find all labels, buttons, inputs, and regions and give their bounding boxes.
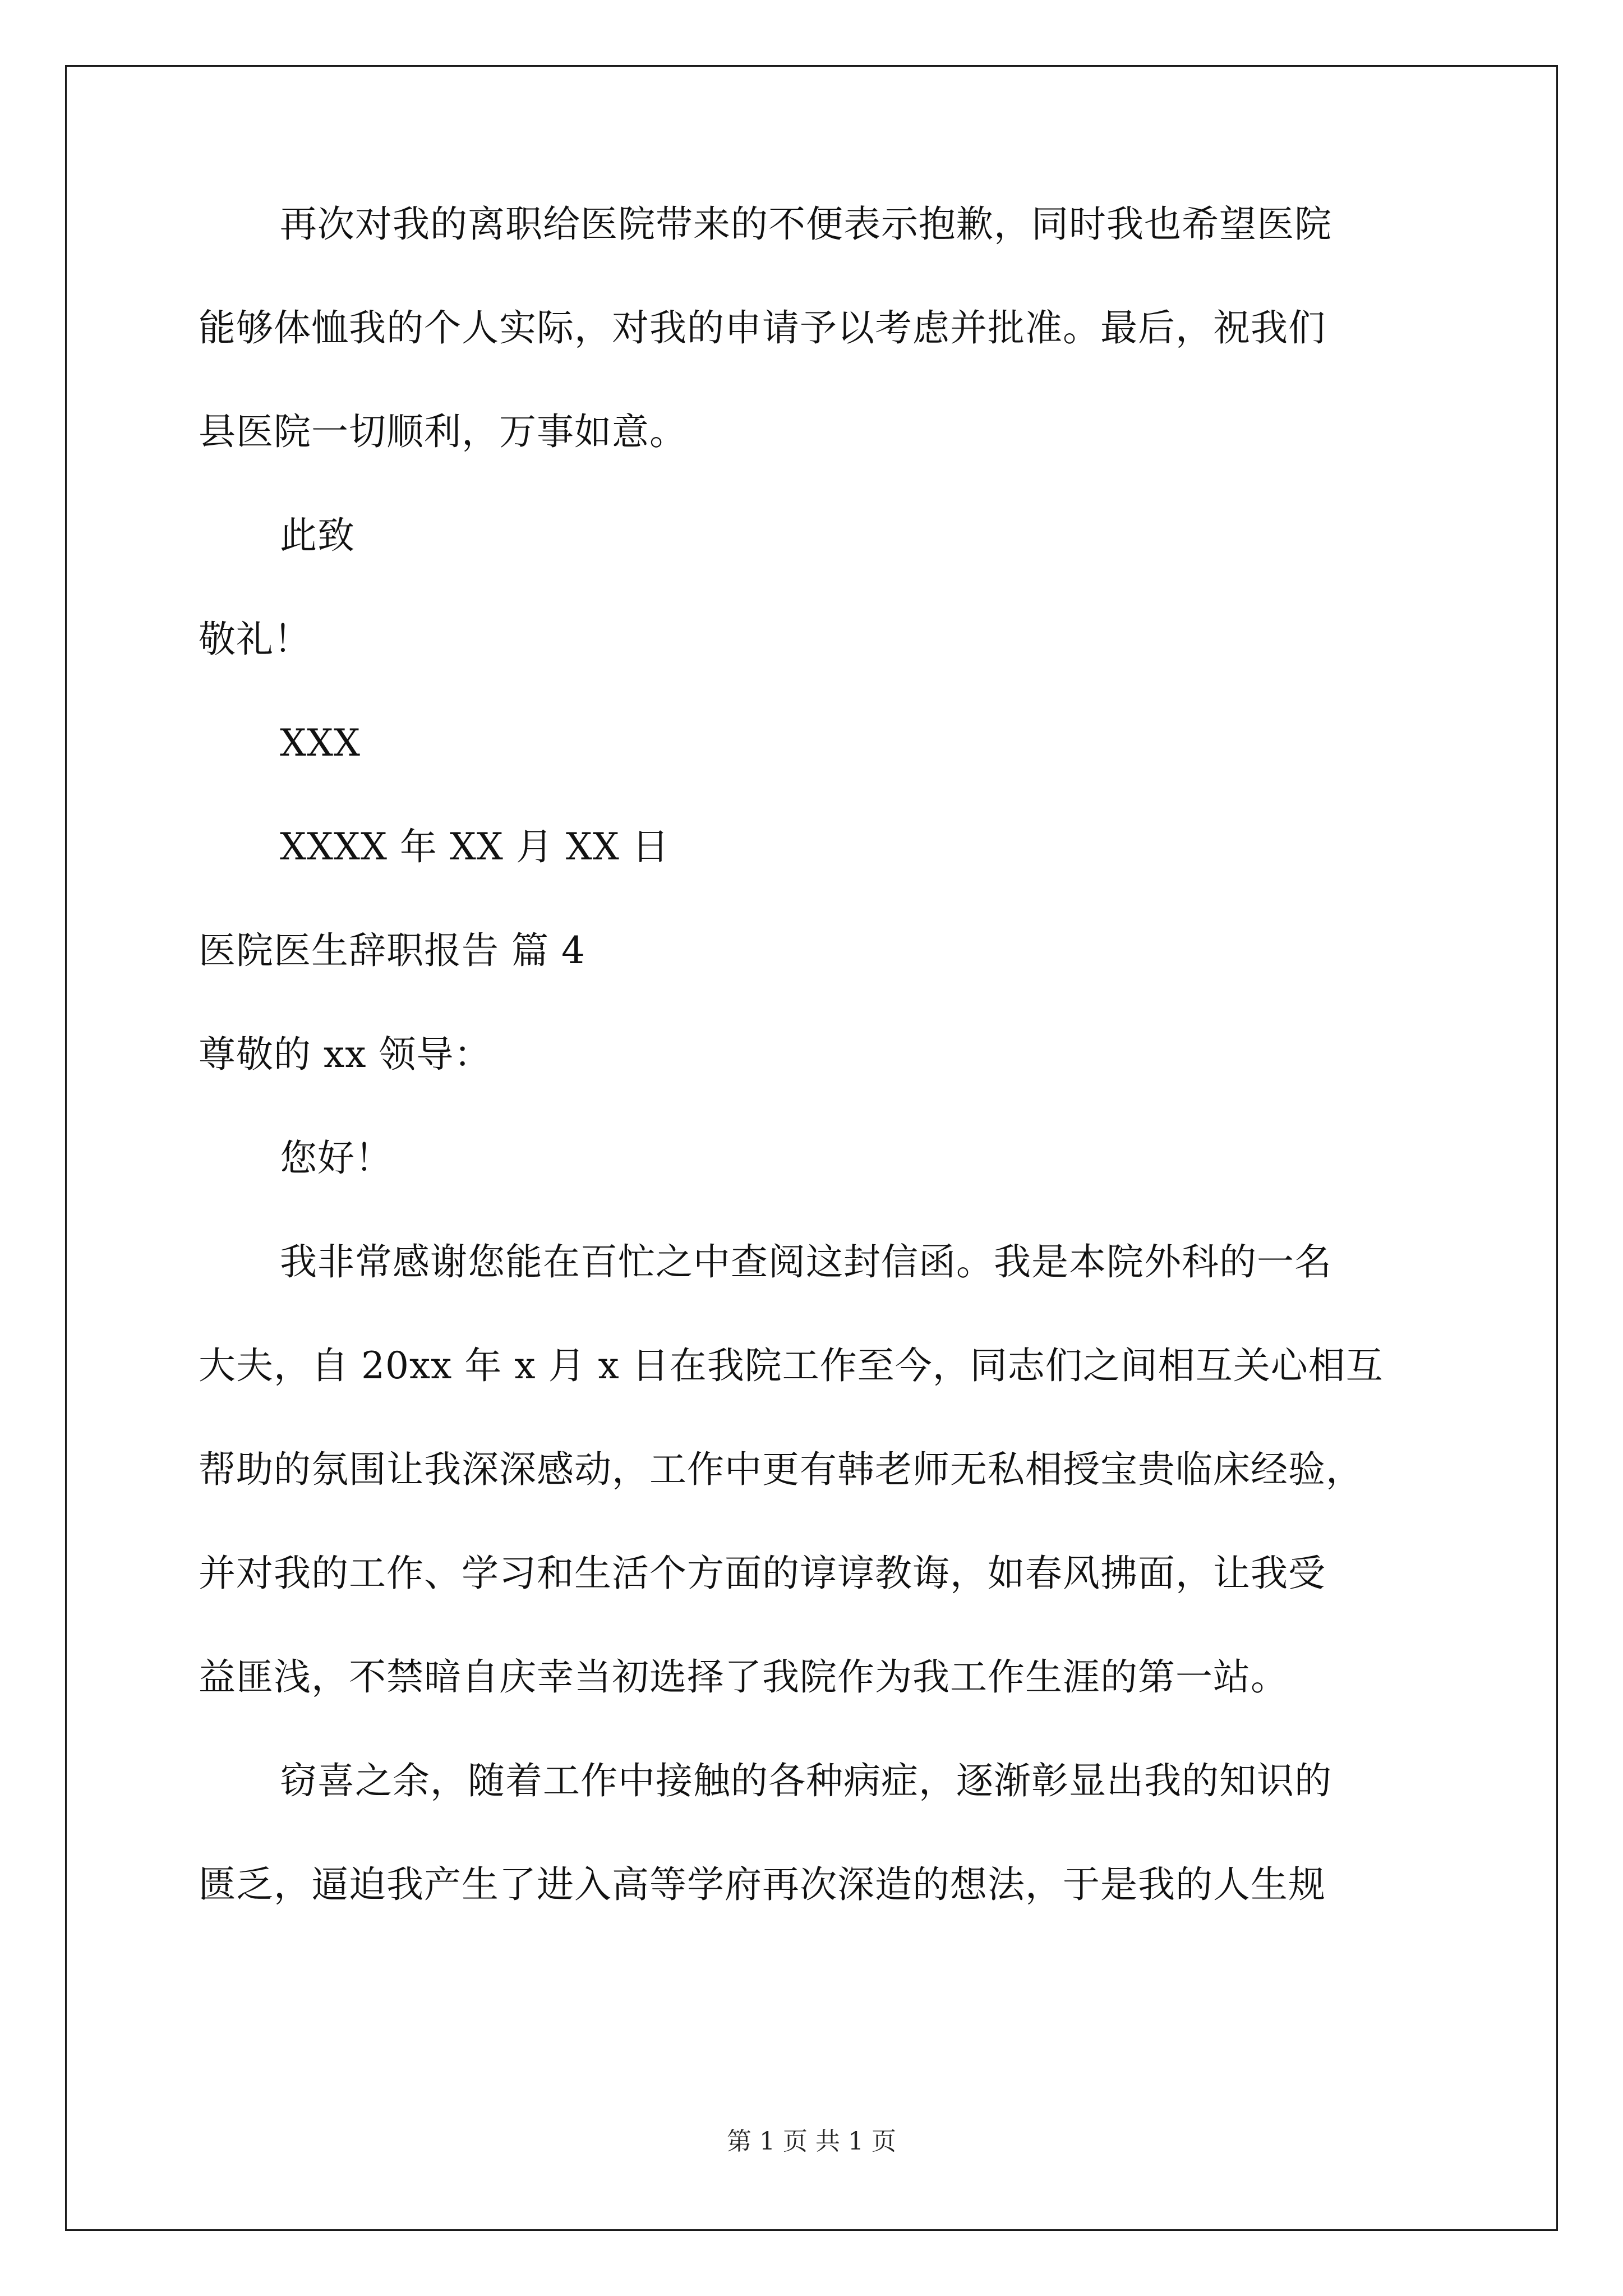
closing-regards: 敬礼！ [199,618,311,661]
paragraph-line: 再次对我的离职给医院带来的不便表示抱歉，同时我也希望医院 [280,203,1332,246]
section-heading: 医院医生辞职报告 篇 4 [199,929,585,972]
paragraph-line: 帮助的氛围让我深深感动，工作中更有韩老师无私相授宝贵临床经验， [199,1448,1363,1491]
paragraph-line: 我非常感谢您能在百忙之中查阅这封信函。我是本院外科的一名 [280,1240,1332,1283]
paragraph-line: 匮乏，逼迫我产生了进入高等学府再次深造的想法，于是我的人生规 [199,1863,1326,1906]
page-footer: 第 1 页 共 1 页 [727,2127,896,2156]
letter-greeting: 尊敬的 xx 领导： [199,1033,492,1076]
closing-salutation: 此致 [280,514,355,557]
signature-name: XXX [280,721,361,765]
paragraph-line: 窃喜之余，随着工作中接触的各种病症，逐渐彰显出我的知识的 [280,1759,1332,1802]
paragraph-line: 能够体恤我的个人实际，对我的申请予以考虑并批准。最后，祝我们 [199,306,1326,349]
paragraph-line: 县医院一切顺利，万事如意。 [199,410,687,453]
letter-hello: 您好！ [280,1137,393,1180]
signature-date: XXXX 年 XX 月 XX 日 [280,825,670,868]
paragraph-line: 大夫，自 20xx 年 x 月 x 日在我院工作至今，同志们之间相互关心相互 [199,1344,1384,1387]
paragraph-line: 并对我的工作、学习和生活个方面的谆谆教诲，如春风拂面，让我受 [199,1552,1326,1595]
paragraph-line: 益匪浅，不禁暗自庆幸当初选择了我院作为我工作生涯的第一站。 [199,1655,1288,1699]
